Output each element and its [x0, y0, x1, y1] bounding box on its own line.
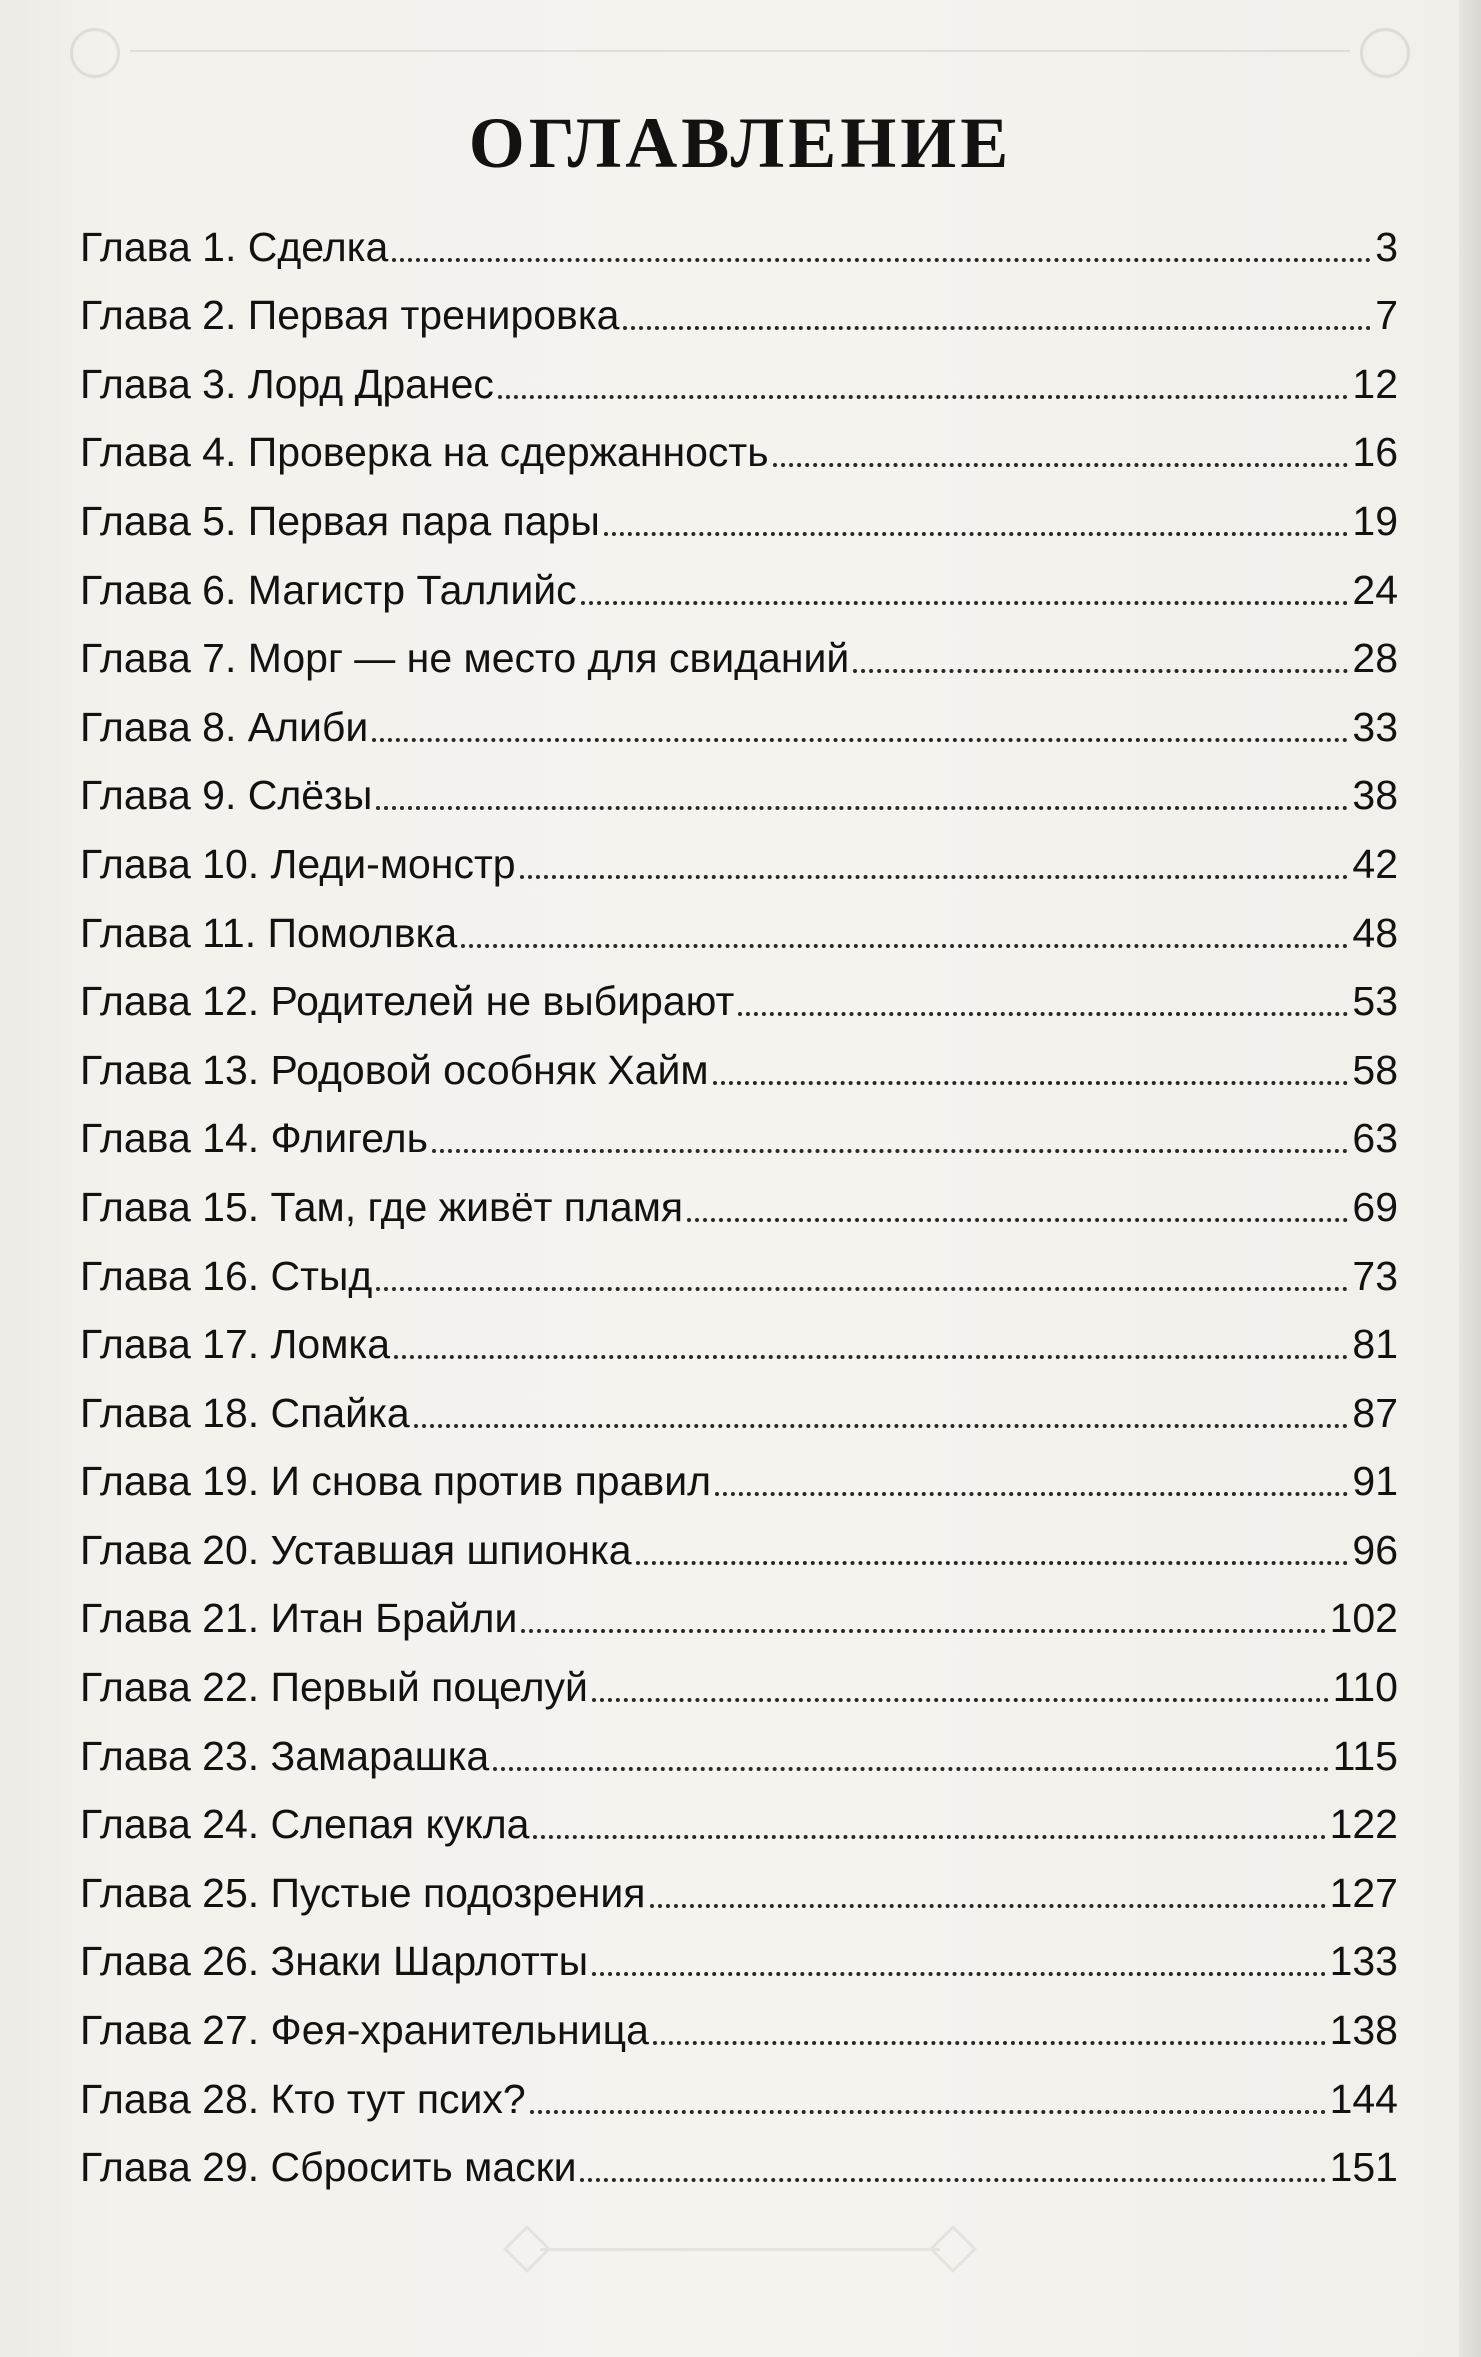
toc-page-number: 91 — [1352, 1458, 1398, 1505]
toc-chapter-title: Глава 16. Стыд — [80, 1252, 373, 1299]
toc-leader-dots — [394, 1355, 1348, 1359]
toc-page-number: 81 — [1352, 1321, 1398, 1368]
toc-page-number: 63 — [1352, 1115, 1398, 1162]
toc-entry — [80, 1437, 1398, 1506]
ornament-knot-icon — [70, 28, 120, 78]
toc-leader-dots — [498, 395, 1348, 399]
toc-leader-dots — [530, 2110, 1326, 2114]
toc-page-number: 96 — [1352, 1526, 1398, 1573]
toc-page-number: 138 — [1329, 2007, 1398, 2054]
toc-chapter-title: Глава 25. Пустые подозрения — [80, 1869, 646, 1916]
toc-entry — [80, 1917, 1398, 1986]
toc-leader-dots — [414, 1424, 1349, 1428]
toc-chapter-title: Глава 13. Родовой особняк Хайм — [80, 1046, 709, 1093]
toc-page-number: 24 — [1352, 566, 1398, 613]
toc-entry — [80, 271, 1398, 340]
toc-leader-dots — [773, 463, 1349, 467]
toc-chapter-title: Глава 20. Уставшая шпионка — [80, 1526, 632, 1573]
toc-leader-dots — [372, 738, 1348, 742]
toc-entry — [80, 888, 1398, 957]
toc-leader-dots — [653, 2041, 1326, 2045]
toc-page-number: 19 — [1352, 497, 1398, 544]
toc-entry — [80, 1300, 1398, 1369]
toc-entry — [80, 1985, 1398, 2054]
toc-chapter-title: Глава 23. Замарашка — [80, 1732, 490, 1779]
toc-chapter-title: Глава 6. Магистр Таллийс — [80, 566, 577, 613]
toc-chapter-title: Глава 9. Слёзы — [80, 772, 373, 819]
toc-entry — [80, 1711, 1398, 1780]
toc-entry — [80, 819, 1398, 888]
toc-entry — [80, 2054, 1398, 2123]
toc-leader-dots — [636, 1561, 1349, 1565]
toc-entry — [80, 1368, 1398, 1437]
ornament-line — [130, 50, 1350, 52]
toc-entry — [80, 1094, 1398, 1163]
toc-entry — [80, 1025, 1398, 1094]
toc-page-number: 144 — [1329, 2075, 1398, 2122]
toc-leader-dots — [581, 601, 1349, 605]
page-edge — [1459, 0, 1481, 2357]
toc-leader-dots — [461, 944, 1348, 948]
toc-chapter-title: Глава 11. Помолвка — [80, 909, 458, 956]
toc-page-number: 28 — [1352, 635, 1398, 682]
toc-chapter-title: Глава 10. Леди-монстр — [80, 840, 516, 887]
toc-page-number: 127 — [1329, 1869, 1398, 1916]
toc-leader-dots — [592, 1972, 1326, 1976]
toc-chapter-title: Глава 8. Алиби — [80, 703, 369, 750]
toc-leader-dots — [392, 258, 1371, 262]
toc-chapter-title: Глава 12. Родителей не выбирают — [80, 978, 735, 1025]
toc-chapter-title: Глава 3. Лорд Дранес — [80, 360, 494, 407]
toc-entry — [80, 2123, 1398, 2192]
footer-ornament — [500, 2220, 980, 2280]
toc-leader-dots — [376, 1287, 1348, 1291]
toc-entry — [80, 1780, 1398, 1849]
toc-chapter-title: Глава 22. Первый поцелуй — [80, 1664, 588, 1711]
toc-leader-dots — [520, 875, 1349, 879]
toc-chapter-title: Глава 29. Сбросить маски — [80, 2144, 577, 2191]
toc-entry — [80, 1505, 1398, 1574]
toc-page-number: 7 — [1375, 292, 1398, 339]
toc-page-number: 133 — [1329, 1938, 1398, 1985]
toc-chapter-title: Глава 14. Флигель — [80, 1115, 428, 1162]
toc-page-number: 115 — [1332, 1732, 1398, 1779]
toc-leader-dots — [592, 1698, 1329, 1702]
toc-leader-dots — [650, 1904, 1326, 1908]
toc-leader-dots — [715, 1492, 1348, 1496]
toc-page-number: 48 — [1352, 909, 1398, 956]
toc-entry — [80, 476, 1398, 545]
toc-page-number: 33 — [1352, 703, 1398, 750]
toc-entry — [80, 1642, 1398, 1711]
toc-entry — [80, 957, 1398, 1026]
toc-leader-dots — [376, 806, 1348, 810]
toc-chapter-title: Глава 19. И снова против правил — [80, 1458, 712, 1505]
toc-leader-dots — [432, 1149, 1348, 1153]
toc-page-number: 53 — [1352, 978, 1398, 1025]
toc-entry — [80, 339, 1398, 408]
toc-entry — [80, 1848, 1398, 1917]
toc-chapter-title: Глава 24. Слепая кукла — [80, 1801, 530, 1848]
toc-chapter-title: Глава 26. Знаки Шарлотты — [80, 1938, 589, 1985]
toc-entry — [80, 751, 1398, 820]
toc-page-number: 3 — [1375, 223, 1398, 270]
toc-page-number: 110 — [1332, 1664, 1398, 1711]
toc-leader-dots — [853, 669, 1348, 673]
toc-page-number: 122 — [1329, 1801, 1398, 1848]
toc-entry — [80, 682, 1398, 751]
toc-chapter-title: Глава 28. Кто тут псих? — [80, 2075, 526, 2122]
toc-page-number: 151 — [1329, 2144, 1398, 2191]
toc-chapter-title: Глава 5. Первая пара пары — [80, 497, 600, 544]
toc-leader-dots — [604, 532, 1349, 536]
table-of-contents — [80, 202, 1398, 2191]
toc-page-number: 102 — [1329, 1595, 1398, 1642]
toc-chapter-title: Глава 21. Итан Брайли — [80, 1595, 518, 1642]
toc-leader-dots — [687, 1218, 1348, 1222]
toc-chapter-title: Глава 17. Ломка — [80, 1321, 391, 1368]
toc-leader-dots — [521, 1629, 1325, 1633]
ornament-diamond-icon — [929, 2225, 977, 2273]
toc-entry — [80, 1574, 1398, 1643]
toc-chapter-title: Глава 27. Фея-хранительница — [80, 2007, 649, 2054]
toc-chapter-title: Глава 18. Спайка — [80, 1389, 410, 1436]
toc-chapter-title: Глава 4. Проверка на сдержанность — [80, 429, 769, 476]
header-ornament — [70, 22, 1410, 72]
toc-leader-dots — [738, 1012, 1348, 1016]
toc-leader-dots — [493, 1767, 1328, 1771]
toc-page-number: 16 — [1352, 429, 1398, 476]
toc-chapter-title: Глава 15. Там, где живёт пламя — [80, 1183, 684, 1230]
ornament-knot-icon — [1360, 28, 1410, 78]
toc-page-number: 69 — [1352, 1183, 1398, 1230]
toc-entry — [80, 1162, 1398, 1231]
ornament-line — [540, 2248, 940, 2251]
toc-page-number: 12 — [1352, 360, 1398, 407]
toc-leader-dots — [580, 2178, 1325, 2182]
toc-entry — [80, 614, 1398, 683]
toc-leader-dots — [623, 326, 1371, 330]
toc-chapter-title: Глава 2. Первая тренировка — [80, 292, 620, 339]
toc-page-number: 58 — [1352, 1046, 1398, 1093]
toc-chapter-title: Глава 7. Морг — не место для свиданий — [80, 635, 850, 682]
toc-leader-dots — [713, 1081, 1349, 1085]
toc-entry — [80, 545, 1398, 614]
toc-page-number: 87 — [1352, 1389, 1398, 1436]
toc-entry — [80, 408, 1398, 477]
toc-entry — [80, 1231, 1398, 1300]
toc-page-number: 38 — [1352, 772, 1398, 819]
page-title: ОГЛАВЛЕНИЕ — [468, 103, 1013, 183]
toc-leader-dots — [533, 1835, 1325, 1839]
toc-chapter-title: Глава 1. Сделка — [80, 223, 389, 270]
toc-entry — [80, 202, 1398, 271]
toc-page-number: 73 — [1352, 1252, 1398, 1299]
toc-page-number: 42 — [1352, 840, 1398, 887]
